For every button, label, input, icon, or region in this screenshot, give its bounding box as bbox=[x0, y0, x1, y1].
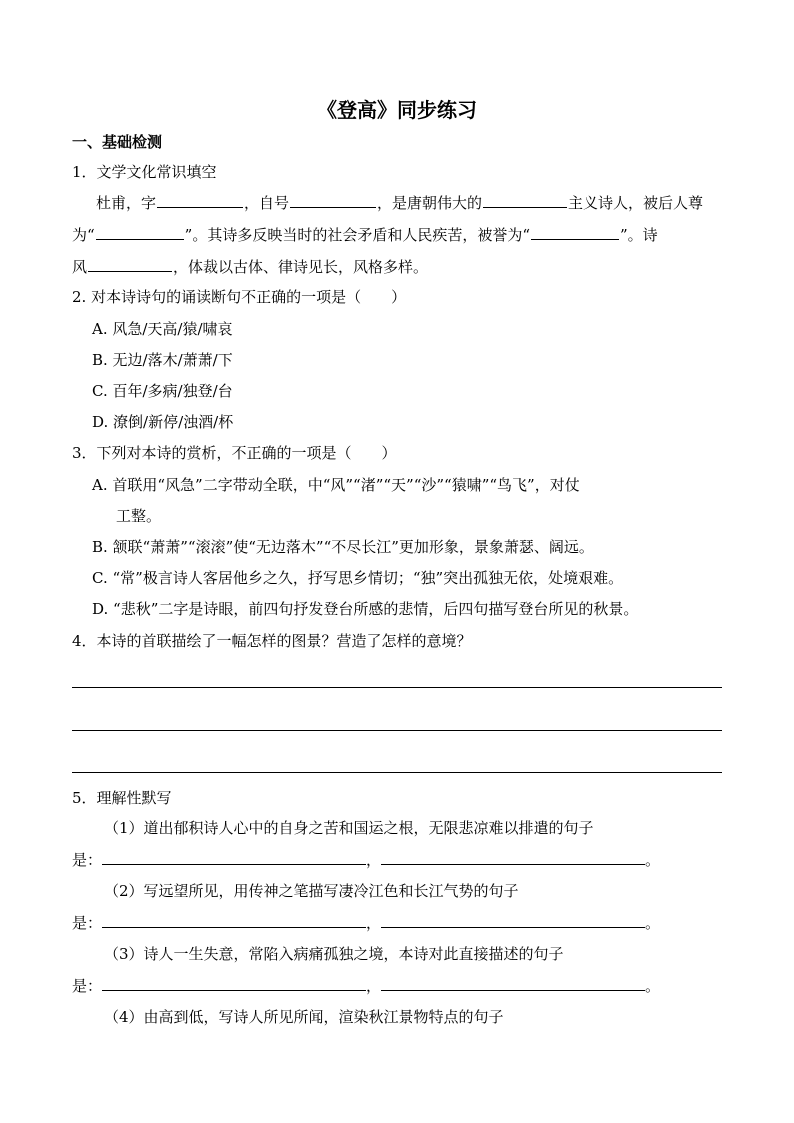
question-2-heading: 2. 对本诗诗句的诵读断句不正确的一项是（ ） bbox=[72, 288, 407, 306]
q1-text: ”。其诗多反映当时的社会矛盾和人民疾苦，被誉为“ bbox=[184, 226, 531, 244]
fill-blank[interactable] bbox=[157, 192, 243, 208]
question-3-heading: 3．下列对本诗的赏析，不正确的一项是（ ） bbox=[72, 444, 397, 462]
period: 。 bbox=[645, 914, 661, 932]
q1-text: ，是唐朝伟大的 bbox=[377, 194, 483, 212]
comma: ， bbox=[366, 914, 382, 932]
comma: ， bbox=[366, 851, 382, 869]
comma: ， bbox=[366, 977, 382, 995]
dictation-prompt-1: （1）道出郁积诗人心中的自身之苦和国运之根，无限悲凉难以排遣的句子 bbox=[104, 819, 594, 837]
option-d[interactable]: D. 潦倒/新停/浊酒/杯 bbox=[92, 413, 234, 431]
answer-line[interactable] bbox=[72, 687, 722, 688]
option-b[interactable]: B. 颔联“萧萧”“滚滚”使“无边落木”“不尽长江”更加形象，景象萧瑟、阔远。 bbox=[92, 538, 594, 556]
answer-blank[interactable] bbox=[381, 975, 645, 991]
q1-text: 为“ bbox=[72, 226, 95, 244]
answer-blank[interactable] bbox=[381, 849, 645, 865]
dictation-prompt-3: （3）诗人一生失意，常陷入病痛孤独之境，本诗对此直接描述的句子 bbox=[104, 945, 564, 963]
q1-text: 杜甫，字 bbox=[96, 194, 157, 212]
page-title: 《登高》同步练习 bbox=[317, 98, 477, 122]
question-4-heading: 4．本诗的首联描绘了一幅怎样的图景？营造了怎样的意境？ bbox=[72, 632, 472, 650]
answer-prefix: 是： bbox=[72, 977, 103, 995]
fill-blank[interactable] bbox=[531, 224, 619, 240]
dictation-answer-1 bbox=[72, 849, 660, 871]
question-1-line-2 bbox=[72, 224, 658, 246]
q1-text: ”。诗 bbox=[620, 226, 658, 244]
option-a[interactable]: A. 风急/天高/猿/啸哀 bbox=[92, 320, 233, 338]
option-c[interactable]: C. “常”极言诗人客居他乡之久，抒写思乡情切；“独”突出孤独无依，处境艰难。 bbox=[92, 569, 624, 587]
answer-line[interactable] bbox=[72, 730, 722, 731]
option-c[interactable]: C. 百年/多病/独登/台 bbox=[92, 382, 233, 400]
question-1-heading: 1．文学文化常识填空 bbox=[72, 163, 217, 181]
answer-prefix: 是： bbox=[72, 851, 103, 869]
section-heading-basic: 一、基础检测 bbox=[72, 133, 163, 151]
dictation-prompt-2: （2）写远望所见，用传神之笔描写凄冷江色和长江气势的句子 bbox=[104, 882, 519, 900]
period: 。 bbox=[645, 977, 661, 995]
period: 。 bbox=[645, 851, 661, 869]
q1-text: ，自号 bbox=[244, 194, 290, 212]
fill-blank[interactable] bbox=[96, 224, 184, 240]
option-a[interactable]: A. 首联用“风急”二字带动全联，中“风”“渚”“天”“沙”“猿啸”“鸟飞”，对仗 bbox=[92, 476, 580, 494]
q1-text: ，体裁以古体、律诗见长，风格多样。 bbox=[173, 258, 429, 276]
dictation-answer-2 bbox=[72, 912, 660, 934]
option-a-continued: 工整。 bbox=[116, 507, 162, 525]
q1-text: 风 bbox=[72, 258, 88, 276]
fill-blank[interactable] bbox=[290, 192, 376, 208]
question-1-line-3 bbox=[72, 256, 428, 278]
fill-blank[interactable] bbox=[483, 192, 567, 208]
option-d[interactable]: D. “悲秋”二字是诗眼，前四句抒发登台所感的悲情，后四句描写登台所见的秋景。 bbox=[92, 600, 639, 618]
answer-prefix: 是： bbox=[72, 914, 103, 932]
answer-blank[interactable] bbox=[102, 975, 366, 991]
fill-blank[interactable] bbox=[88, 256, 172, 272]
answer-line[interactable] bbox=[72, 772, 722, 773]
answer-blank[interactable] bbox=[102, 849, 366, 865]
question-5-heading: 5．理解性默写 bbox=[72, 789, 172, 807]
q1-text: 主义诗人，被后人尊 bbox=[568, 194, 704, 212]
answer-blank[interactable] bbox=[102, 912, 366, 928]
dictation-prompt-4: （4）由高到低，写诗人所见所闻，渲染秋江景物特点的句子 bbox=[104, 1008, 504, 1026]
option-b[interactable]: B. 无边/落木/萧萧/下 bbox=[92, 351, 233, 369]
dictation-answer-3 bbox=[72, 975, 660, 997]
answer-blank[interactable] bbox=[381, 912, 645, 928]
question-1-line-1 bbox=[96, 192, 703, 214]
